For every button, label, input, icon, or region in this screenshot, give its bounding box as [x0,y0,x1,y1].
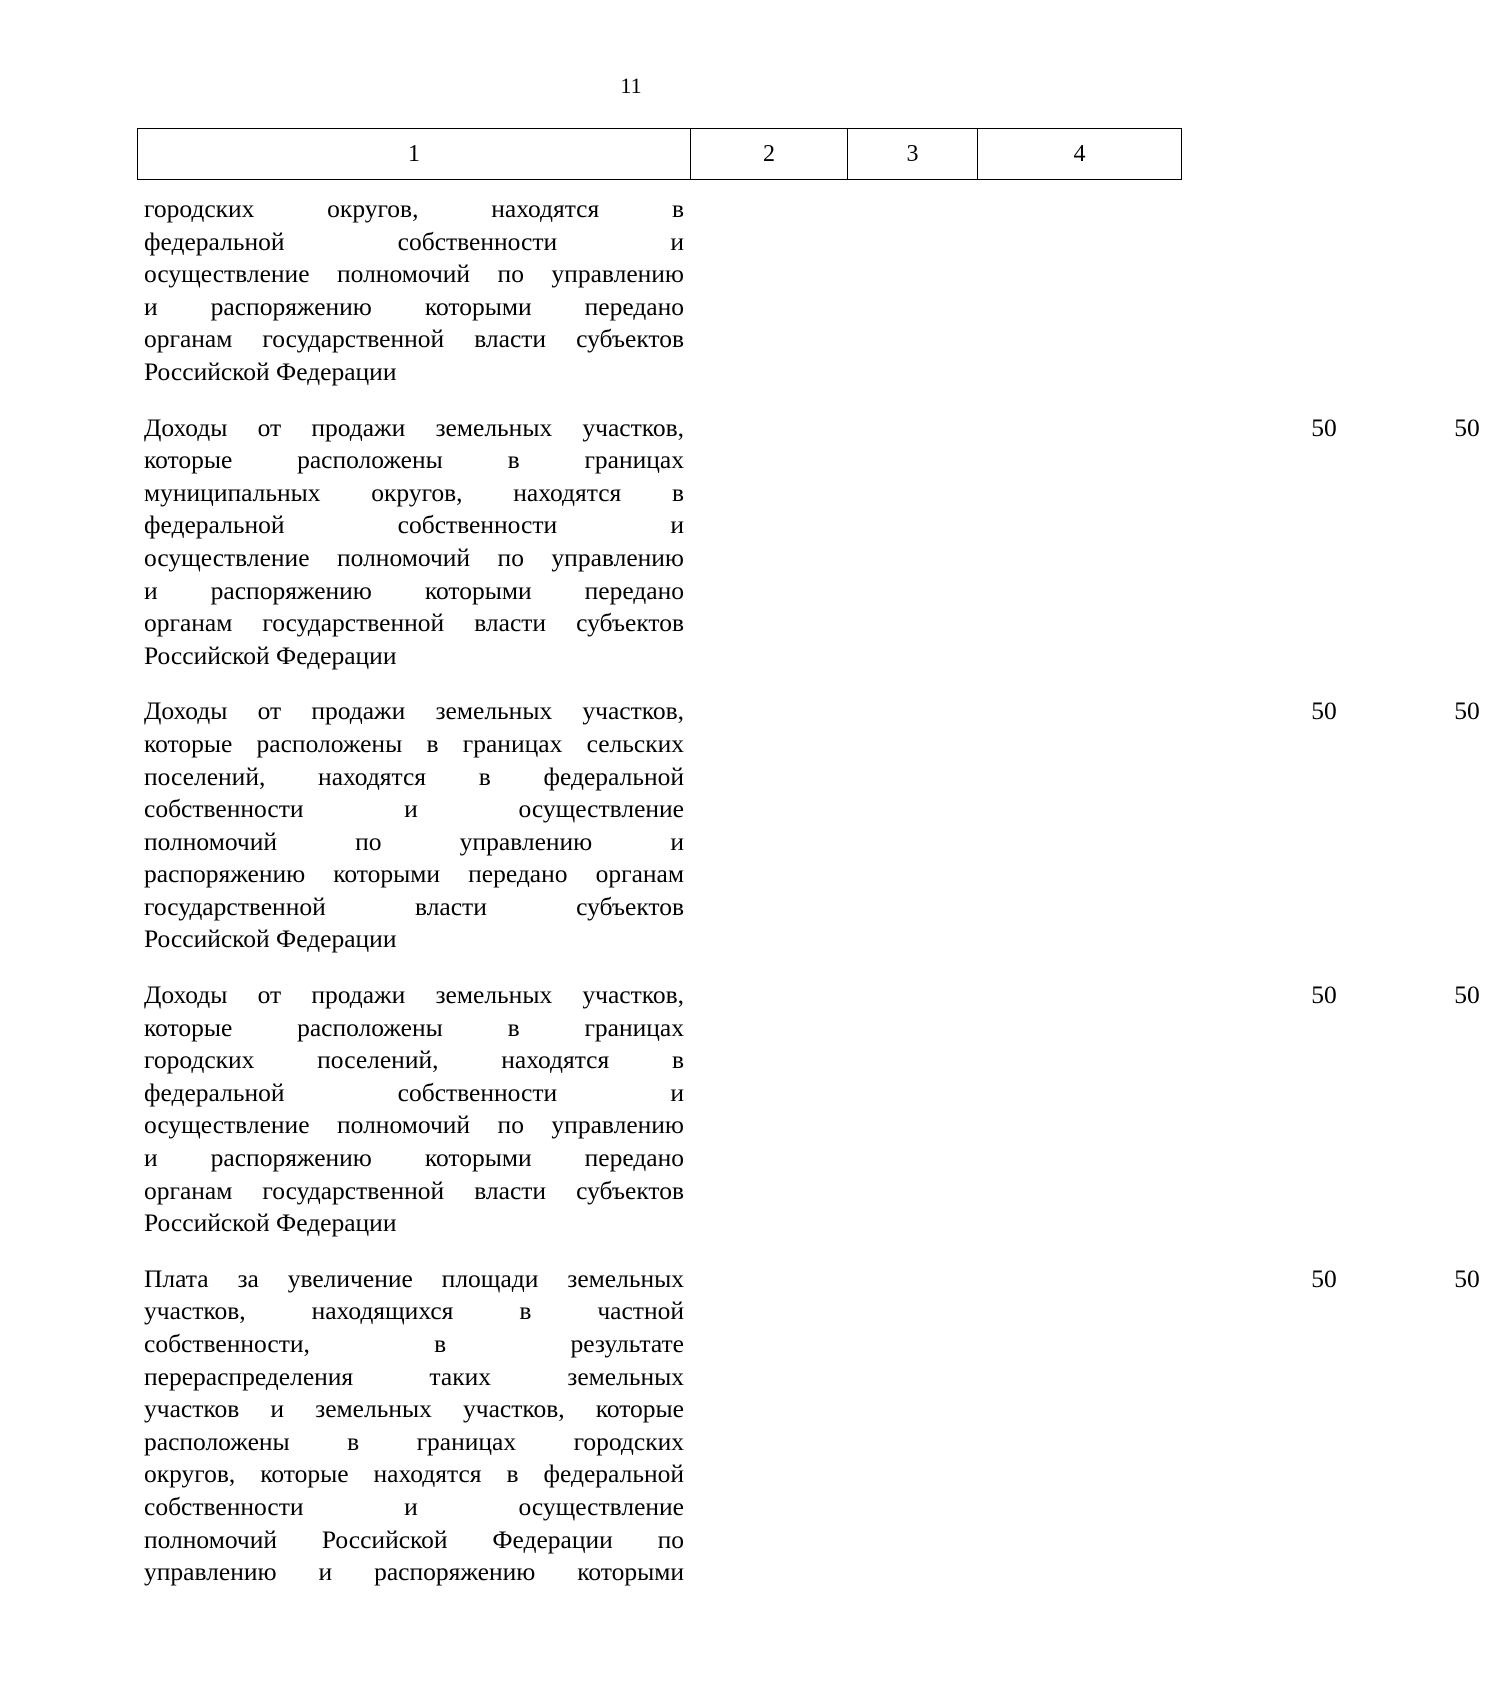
table-row [144,1263,1480,1589]
text-line: осуществление полномочий по управлению [144,1110,684,1140]
text-line: осуществление полномочий по управлению [144,259,684,289]
text-line: собственности и осуществление [144,1491,684,1521]
table-row [144,979,1480,1240]
cell-col3: 50 [1454,696,1480,726]
row-description [144,979,684,1240]
row-description [144,412,684,673]
text-line: Российской Федерации [144,640,397,670]
text-line: участков и земельных участков, которые [144,1394,684,1424]
text-line: муниципальных округов, находятся в [144,477,684,507]
text-line: участков, находящихся в частной [144,1296,684,1326]
header-cell-3: 3 [848,129,978,179]
cell-col2: 50 [1311,412,1337,442]
text-line: органам государственной власти субъектов [144,1175,684,1205]
text-line: Доходы от продажи земельных участков, [144,412,684,442]
cell-col2: 50 [1311,696,1337,726]
text-line: федеральной собственности и [144,1077,684,1107]
text-line: Доходы от продажи земельных участков, [144,696,684,726]
text-line: собственности и осуществление [144,794,684,824]
text-line: Российской Федерации [144,1208,397,1238]
text-line: и распоряжению которыми передано [144,1143,684,1173]
text-line: полномочий по управлению и [144,826,684,856]
row-description [144,695,684,956]
text-line: Доходы от продажи земельных участков, [144,980,684,1010]
row-description [144,1263,684,1589]
text-line: Российской Федерации [144,924,397,954]
table-row [144,695,1480,956]
table-header [137,128,1182,180]
text-line: осуществление полномочий по управлению [144,542,684,572]
text-line: Плата за увеличение площади земельных [144,1263,684,1293]
text-line: и распоряжению которыми передано [144,291,684,321]
header-cell-2: 2 [691,129,848,179]
text-line: перераспределения таких земельных [144,1361,684,1391]
cell-col3: 50 [1454,1263,1480,1293]
text-line: полномочий Российской Федерации по [144,1524,684,1554]
text-line: которые расположены в границах сельских [144,728,684,758]
text-line: и распоряжению которыми передано [144,575,684,605]
text-line: Российской Федерации [144,356,397,386]
row-description [144,193,684,389]
text-line: городских округов, находятся в [144,194,684,223]
cell-col3: 50 [1454,980,1480,1010]
text-line: федеральной собственности и [144,510,684,540]
table-row [144,412,1480,673]
text-line: которые расположены в границах [144,1012,684,1042]
header-cell-1: 1 [138,129,691,179]
cell-col3: 50 [1454,412,1480,442]
text-line: собственности, в результате [144,1329,684,1358]
table-body [144,193,1480,1612]
text-line: которые расположены в границах [144,445,684,475]
text-line: органам государственной власти субъектов [144,324,684,354]
page-number: 11 [620,73,642,98]
text-line: управлению и распоряжению которыми [144,1557,684,1587]
text-line: органам государственной власти субъектов [144,608,684,638]
text-line: расположены в границах городских [144,1426,684,1456]
text-line: городских поселений, находятся в [144,1045,684,1075]
text-line: государственной власти субъектов [144,891,684,921]
text-line: поселений, находятся в федеральной [144,761,684,791]
text-line: федеральной собственности и [144,226,684,256]
text-line: распоряжению которыми передано органам [144,859,684,889]
cell-col2: 50 [1311,1263,1337,1293]
table-row [144,193,1182,389]
text-line: округов, которые находятся в федеральной [144,1459,684,1489]
cell-col2: 50 [1311,980,1337,1010]
header-cell-4: 4 [1073,140,1086,167]
